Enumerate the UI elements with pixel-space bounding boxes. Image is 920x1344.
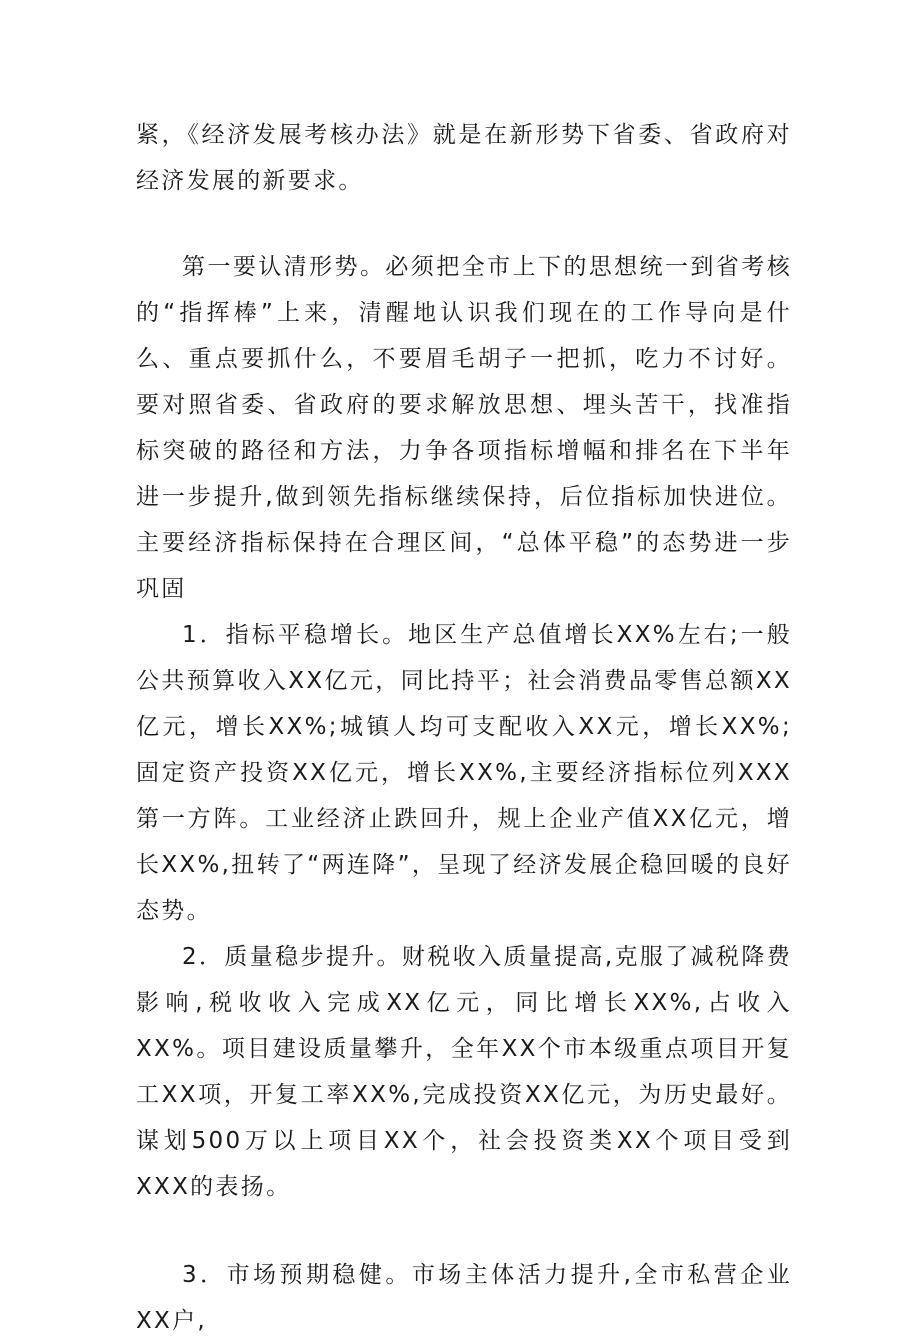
paragraph-item-3: 3．市场预期稳健。市场主体活力提升,全市私营企业XX户, bbox=[136, 1262, 792, 1334]
paragraph-situation: 第一要认清形势。必须把全市上下的思想统一到省考核的“指挥棒”上来，清醒地认识我们现在的工作导向是什么、重点要抓什么，不要眉毛胡子一把抓，吃力不讨好。要对照省委、省政府的要求解放思想、埋头苦干，找准指标突破的路径和方法，力争各项指标增幅和排名在下半年进一步提升,做到领先指标继续保持，后位指标加快进位。主要经济指标保持在合理区间，“总体平稳”的态势进一步巩固 bbox=[136, 254, 792, 602]
paragraph-item-1: 1．指标平稳增长。地区生产总值增长XX%左右;一般公共预算收入XX亿元，同比持平；社会消费品零售总额XX亿元，增长XX%;城镇人均可支配收入XX元，增长XX%;固定资产投资XX亿元，增长XX%,主要经济指标位列XXX第一方阵。工业经济止跌回升，规上企业产值XX亿元，增长XX%,扭转了“两连降”，呈现了经济发展企稳回暖的良好态势。 bbox=[136, 622, 792, 924]
document-page bbox=[136, 112, 792, 1344]
paragraph-item-2: 2．质量稳步提升。财税收入质量提高,克服了减税降费影响,税收收入完成XX亿元，同比增长XX%,占收入XX%。项目建设质量攀升，全年XX个市本级重点项目开复工XX项，开复工率XX%,完成投资XX亿元，为历史最好。谋划500万以上项目XX个，社会投资类XX个项目受到XXX的表扬。 bbox=[136, 944, 792, 1200]
paragraph-continuation: 紧，《经济发展考核办法》就是在新形势下省委、省政府对经济发展的新要求。 bbox=[136, 122, 792, 194]
